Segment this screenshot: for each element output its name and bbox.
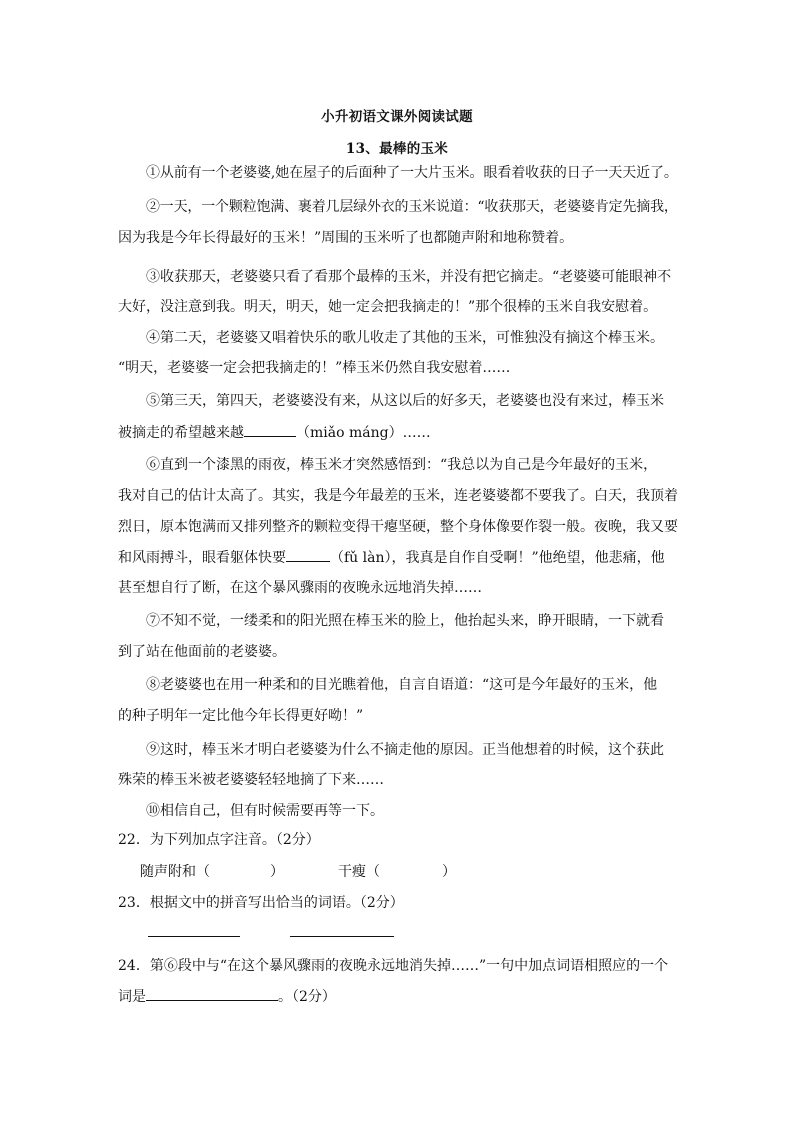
question-22-close-1: ）	[270, 864, 284, 880]
paragraph-6-line-3: 烈日，原本饱满而又排列整齐的颗粒变得干瘪坚硬，整个身体像要作裂一般。夜晚，我又要	[118, 519, 678, 535]
fill-blank-miaomang[interactable]	[244, 422, 296, 437]
paragraph-7-line-2: 到了站在他面前的老婆婆。	[118, 644, 286, 660]
paragraph-4-line-1: ④第二天，老婆婆又唱着快乐的歌儿收走了其他的玉米，可惟独没有摘这个棒玉米。	[146, 330, 664, 346]
question-22-word-2: 干瘦（	[338, 864, 380, 880]
pinyin-fulan: （fǔ làn），我真是自作自受啊！”他绝望，他悲痛，他	[330, 550, 665, 566]
paragraph-3-line-1: ③收获那天，老婆婆只看了看那个最棒的玉米，并没有把它摘走。“老婆婆可能眼神不	[146, 269, 672, 285]
paragraph-2-line-2: 因为我是今年长得最好的玉米！”周围的玉米听了也都随声附和地称赞着。	[118, 230, 574, 246]
paragraph-6-line-2: 我对自己的估计太高了。其实，我是今年最差的玉米，连老婆婆都不要我了。白天，我顶着	[118, 488, 678, 504]
paragraph-5-line-1: ⑤第三天，第四天，老婆婆没有来，从这以后的好多天，老婆婆也没有来过，棒玉米	[146, 393, 664, 409]
paragraph-3-line-2: 大好，没注意到我。明天，明天，她一定会把我摘走的！”那个很棒的玉米自我安慰着。	[118, 299, 658, 315]
paragraph-7-line-1: ⑦不知不觉，一缕柔和的阳光照在棒玉米的脸上，他抬起头来，睁开眼睛，一下就看	[146, 613, 664, 629]
paragraph-10: ⑩相信自己，但有时候需要再等一下。	[146, 803, 384, 819]
paragraph-8-line-1: ⑧老婆婆也在用一种柔和的目光瞧着他，自言自语道：“这可是今年最好的玉米，他	[146, 677, 658, 693]
answer-line-1[interactable]	[148, 936, 240, 937]
paragraph-1: ①从前有一个老婆婆,她在屋子的后面种了一大片玉米。眼看着收获的日子一天天近了。	[146, 165, 678, 181]
question-22-item-2	[338, 862, 538, 882]
document-title: 小升初语文课外阅读试题	[321, 109, 473, 125]
question-24-score: 。（2分）	[278, 989, 336, 1005]
paragraph-6-text: 和风雨搏斗，眼看躯体快要	[118, 550, 286, 566]
fill-blank-q24[interactable]	[146, 986, 278, 1001]
pinyin-miaomang: （miǎo máng）……	[296, 425, 431, 441]
paragraph-8-line-2: 的种子明年一定比他今年长得更好呦！”	[118, 708, 364, 724]
question-23: 23．根据文中的拼音写出恰当的词语。（2分）	[118, 895, 404, 911]
paragraph-5-text: 被摘走的希望越来越	[118, 425, 244, 441]
question-22: 22．为下列加点字注音。（2分）	[118, 832, 320, 848]
question-24-prefix: 词是	[118, 989, 146, 1005]
paragraph-4-line-2: “明天，老婆婆一定会把我摘走的！”棒玉米仍然自我安慰着……	[118, 360, 511, 376]
paragraph-5-line-2	[118, 422, 678, 443]
question-22-word-1: 随声附和（	[140, 864, 210, 880]
paragraph-6-line-4	[118, 547, 678, 568]
fill-blank-fulan[interactable]	[286, 547, 330, 562]
paragraph-9-line-1: ⑨这时，棒玉米才明白老婆婆为什么不摘走他的原因。正当他想着的时候，这个获此	[146, 742, 664, 758]
article-title: 13、最棒的玉米	[345, 141, 449, 157]
paragraph-2-line-1: ②一天，一个颗粒饱满、裹着几层绿外衣的玉米说道：“收获那天，老婆婆肯定先摘我，	[146, 199, 678, 215]
question-24-line-1: 24．第⑥段中与“在这个暴风骤雨的夜晚永远地消失掉……”一句中加点词语相照应的一个	[118, 958, 669, 974]
paragraph-6-line-1: ⑥直到一个漆黑的雨夜，棒玉米才突然感悟到：“我总以为自己是今年最好的玉米，	[146, 457, 658, 473]
question-24-line-2	[118, 986, 678, 1007]
question-22-close-2: ）	[442, 864, 456, 880]
paragraph-6-line-5: 甚至想自行了断，在这个暴风骤雨的夜晚永远地消失掉……	[118, 580, 482, 596]
paragraph-9-line-2: 殊荣的棒玉米被老婆婆轻轻地摘了下来……	[118, 772, 384, 788]
answer-line-2[interactable]	[290, 936, 394, 937]
